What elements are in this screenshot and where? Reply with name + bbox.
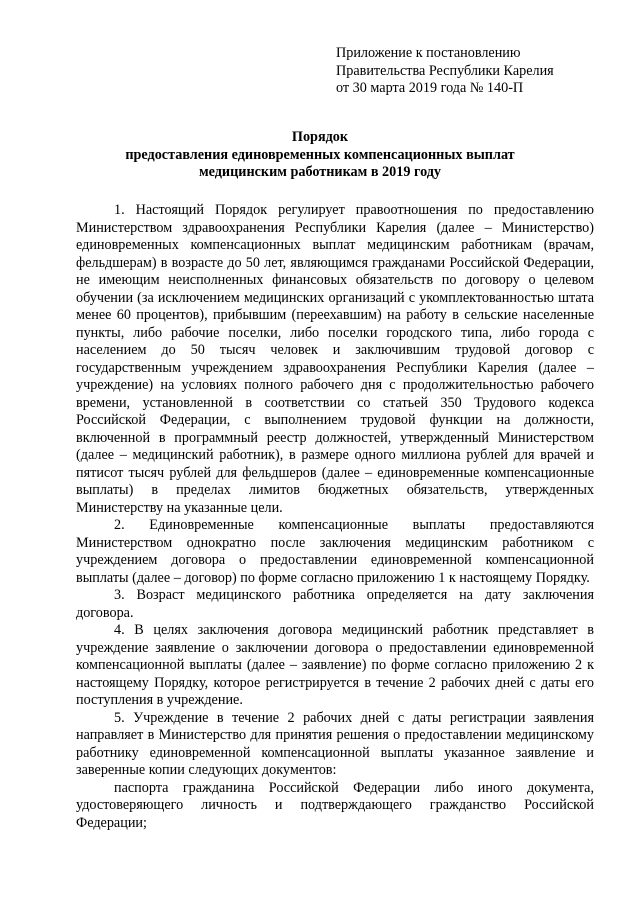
paragraph-3: 3. Возраст медицинского работника определяется на дату заключения договора. — [76, 587, 594, 621]
paragraph-1: 1. Настоящий Порядок регулирует правоотношения по предоставлению Министерством здравоохранения Республики Карелия (далее – Министерство) единовременных компенсационных выплат медицинским работникам (врачам, фельдшерам) в возрасте до 50 лет, являющимся гражданами Российской Федерации, не имеющим неисполненных финансовых обязательств по договору о целевом обучении (за исключением медицинских организаций с укомплектованностью штата менее 60 процентов), прибывшим (переехавшим) на работу в сельские населенные пункты, либо рабочие поселки, либо поселки городского типа, либо города с населением до 50 тысяч человек и заключившим трудовой договор с государственным учреждением здравоохранения Республики Карелия (далее – учреждение) на условиях полного рабочего дня с продолжительностью рабочего времени, установленной в соответствии со статьей 350 Трудового кодекса Российской Федерации, с выполнением трудовой функции на должности, включенной в программный реестр должностей, утвержденный Министерством (далее – медицинский работник), в размере одного миллиона рублей для врачей и пятисот тысяч рублей для фельдшеров (далее – единовременные компенсационные выплаты) в пределах лимитов бюджетных обязательств, утвержденных Министерству на указанные цели. — [76, 202, 594, 516]
paragraph-2: 2. Единовременные компенсационные выплаты предоставляются Министерством однократно после заключения медицинским работником с учреждением договора о предоставлении единовременной компенсационной выплаты (далее – договор) по форме согласно приложению 1 к настоящему Порядку. — [76, 517, 594, 586]
annex-line-3: от 30 марта 2019 года № 140-П — [336, 80, 524, 96]
paragraph-4: 4. В целях заключения договора медицинский работник представляет в учреждение заявление о заключении договора о предоставлении единовременной компенсационной выплаты (далее – заявление) по форме согласно приложению 2 к настоящему Порядку, которое регистрируется в течение 2 рабочих дней с даты его поступления в учреждение. — [76, 622, 594, 708]
paragraph-5: 5. Учреждение в течение 2 рабочих дней с даты регистрации заявления направляет в Министерство для принятия решения о предоставлении медицинскому работнику единовременной компенсационной выплаты указанное заявление и заверенные копии следующих документов: — [76, 709, 594, 778]
document-title — [0, 129, 640, 182]
title-line-1: Порядок — [291, 129, 349, 145]
title-line-3: медицинским работникам в 2019 году — [198, 164, 442, 180]
paragraph-6: паспорта гражданина Российской Федерации либо иного документа, удостоверяющего личность и подтверждающего гражданство Российской Федерации; — [76, 779, 594, 831]
annex-line-2: Правительства Республики Карелия — [336, 62, 554, 79]
annex-line-1: Приложение к постановлению — [336, 45, 521, 61]
annex-reference — [336, 45, 554, 98]
document-body — [76, 202, 594, 832]
title-line-2: предоставления единовременных компенсационных выплат — [125, 146, 515, 163]
